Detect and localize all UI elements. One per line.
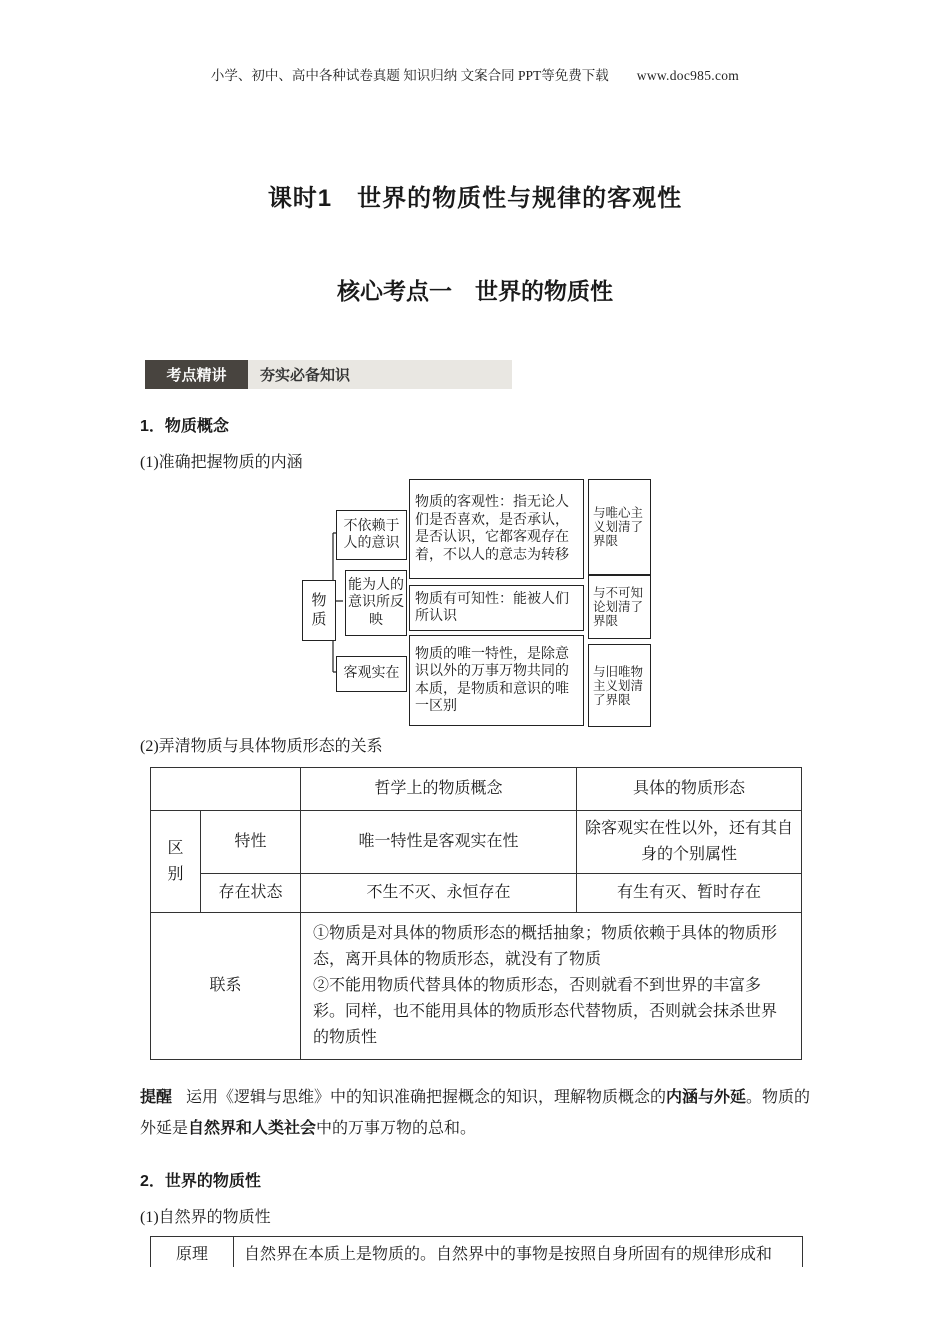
table-cell-trait-concrete: 除客观实在性以外，还有其自身的个别属性: [577, 811, 802, 874]
subheading-1-1: (1)准确把握物质的内涵: [140, 454, 303, 471]
table-header-philosophy: 哲学上的物质概念: [301, 768, 577, 811]
site-header: [0, 0, 950, 84]
diagram-result-1: 与唯心主义划清了界限: [588, 479, 651, 575]
reminder-text-segment: 中的万事万物的总和。: [316, 1120, 477, 1137]
tab-consolidate-knowledge: 夯实必备知识: [248, 360, 512, 389]
matter-concept-diagram: [140, 477, 810, 723]
reminder-note: [140, 1082, 814, 1144]
section-title: 核心考点一 世界的物质性: [337, 279, 613, 304]
table-cell-existence-philosophy: 不生不灭、永恒存在: [301, 874, 577, 913]
table-header-empty-cell: [151, 768, 301, 811]
diagram-branch-2: 能为人的意识所反映: [345, 570, 407, 636]
subheading-2-1: (1)自然界的物质性: [140, 1209, 271, 1226]
reminder-text-bold-segment: 自然界和人类社会: [188, 1120, 317, 1137]
reminder-text-segment: 。物质的外延是: [140, 1089, 811, 1137]
table-cell-distinction-label: [151, 811, 201, 913]
diagram-root-matter: 物质: [302, 580, 336, 641]
diagram-result-3: 与旧唯物主义划清了界限: [588, 644, 651, 727]
table-cell-connection-content: [301, 913, 802, 1060]
heading-1-matter-concept: 1．物质概念: [140, 418, 229, 435]
diagram-branch-1: 不依赖于人的意识: [336, 510, 407, 560]
diagram-desc-3: 物质的唯一特性，是除意识以外的万事万物共同的本质，是物质和意识的唯一区别: [409, 635, 584, 726]
diagram-desc-2: 物质有可知性：能被人们所认识: [409, 585, 584, 631]
table-row-trait: [151, 811, 802, 874]
table-header-row: [151, 768, 802, 811]
principle-table-partial: [150, 1236, 803, 1267]
table-header-concrete: 具体的物质形态: [577, 768, 802, 811]
heading-2-materiality-of-world: 2．世界的物质性: [140, 1173, 261, 1190]
table-cell-existence-concrete: 有生有灭、暂时存在: [577, 874, 802, 913]
site-url-link[interactable]: www.doc985.com: [636, 68, 740, 83]
diagram-result-2: 与不可知论划清了界限: [588, 575, 651, 639]
tab-bar: [145, 360, 512, 389]
matter-vs-form-table: [150, 767, 802, 1060]
reminder-label: 提醒: [140, 1089, 173, 1106]
table-row-existence: [151, 874, 802, 913]
table-cell-connection-label: 联系: [151, 913, 301, 1060]
diagram-desc-1: 物质的客观性：指无论人们是否喜欢，是否承认，是否认识，它都客观存在着，不以人的意志为转移: [409, 479, 584, 579]
reminder-text-segment: 运用《逻辑与思维》中的知识准确把握概念的知识，理解物质概念的: [186, 1089, 667, 1106]
principle-label-cell: 原理: [151, 1237, 234, 1267]
connection-item-1: ①物质是对具体的物质形态的概括抽象；物质依赖于具体的物质形态，离开具体的物质形态，就没有了物质: [313, 925, 778, 968]
reminder-text-bold-segment: 内涵与外延: [666, 1089, 747, 1106]
table-cell-aspect-trait: 特性: [201, 811, 301, 874]
tab-exam-point-explain: 考点精讲: [145, 360, 248, 389]
connection-item-2: ②不能用物质代替具体的物质形态，否则就看不到世界的丰富多彩。同样，也不能用具体的物质形态代替物质，否则就会抹杀世界的物质性: [313, 977, 778, 1046]
lesson-title: 课时1 世界的物质性与规律的客观性: [267, 185, 683, 212]
table-row-connection: [151, 913, 802, 1060]
distinction-label-text: 区别: [167, 839, 184, 883]
diagram-branch-3: 客观实在: [336, 656, 407, 692]
table-cell-aspect-existence: 存在状态: [201, 874, 301, 913]
subheading-1-2: (2)弄清物质与具体物质形态的关系: [140, 738, 383, 755]
principle-text-cell: 自然界在本质上是物质的。自然界中的事物是按照自身所固有的规律形成和: [244, 1245, 773, 1263]
header-promo-text: 小学、初中、高中各种试卷真题 知识归纳 文案合同 PPT等免费下载: [210, 68, 609, 83]
table-cell-trait-philosophy: 唯一特性是客观实在性: [301, 811, 577, 874]
